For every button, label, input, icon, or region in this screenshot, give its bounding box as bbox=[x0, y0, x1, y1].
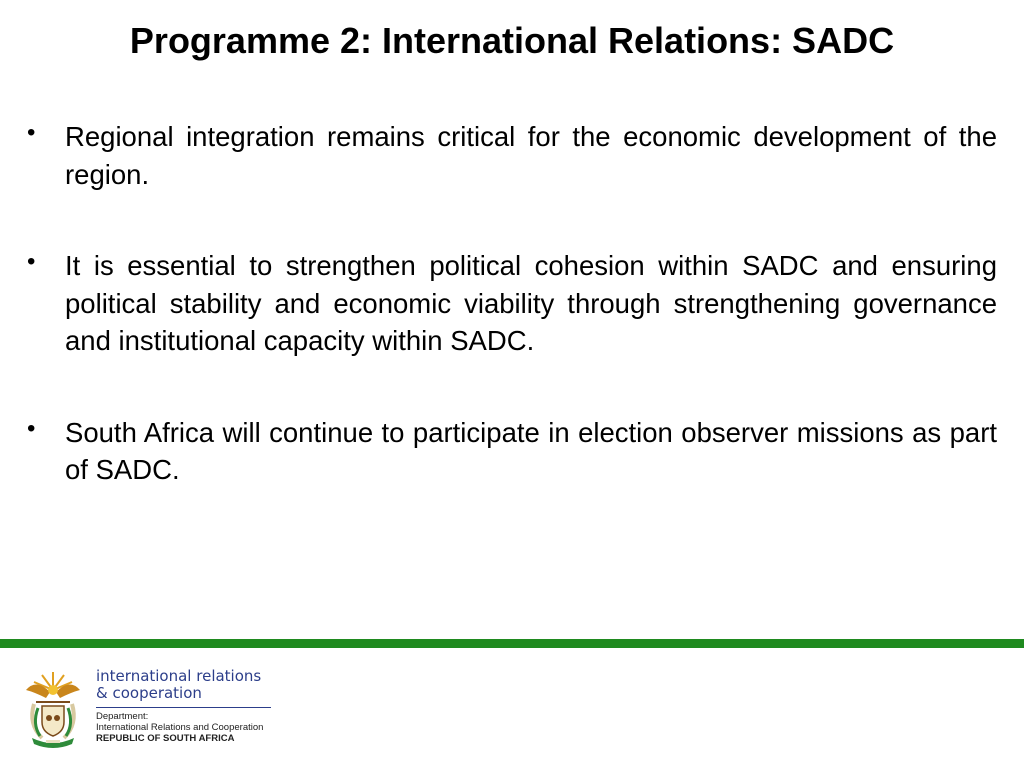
bullet-marker: • bbox=[27, 119, 36, 146]
coat-of-arms-icon bbox=[22, 668, 84, 750]
bullet-text: Regional integration remains critical for the economic development of the region. bbox=[65, 121, 997, 190]
bullet-marker: • bbox=[27, 414, 36, 442]
country-name: REPUBLIC OF SOUTH AFRICA bbox=[96, 733, 235, 744]
bullet-list bbox=[25, 118, 997, 489]
department-text-block bbox=[96, 668, 281, 744]
bullet-text: South Africa will continue to participate in election observer missions as part of SADC. bbox=[65, 416, 997, 485]
department-name: International Relations and Cooperation bbox=[96, 722, 264, 733]
department-label: Department: bbox=[96, 711, 149, 722]
bullet-item bbox=[25, 414, 997, 489]
bullet-item bbox=[25, 247, 997, 360]
slide-title: Programme 2: International Relations: SADC bbox=[129, 20, 895, 61]
bullet-marker: • bbox=[27, 248, 36, 275]
department-logo bbox=[22, 668, 282, 752]
logo-brand-line-1: international relations bbox=[96, 667, 262, 685]
footer-divider-bar bbox=[0, 639, 1024, 648]
logo-brand-line-2: & cooperation bbox=[96, 684, 202, 702]
bullet-text: It is essential to strengthen political cohesion within SADC and ensuring political stability and economic viability through strengthening governance and institutional capacity within SADC. bbox=[65, 250, 997, 356]
logo-divider bbox=[96, 707, 271, 708]
bullet-item bbox=[25, 118, 997, 193]
